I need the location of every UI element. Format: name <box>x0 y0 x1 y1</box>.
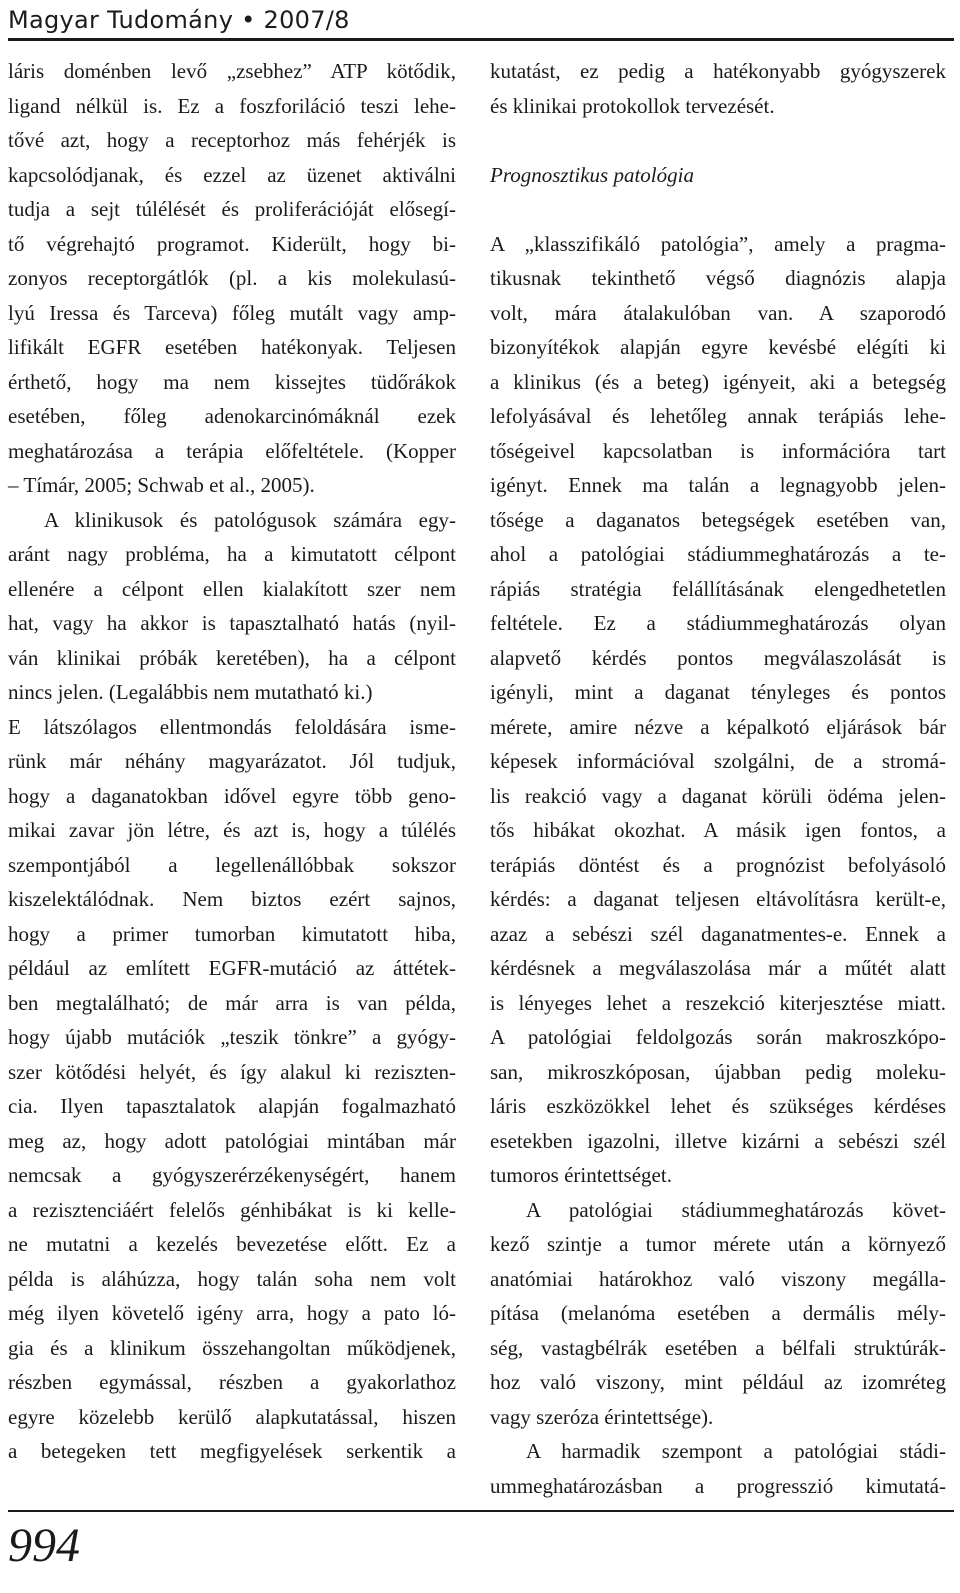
text-line: cia. Ilyen tapasztalatok alapján fogalmazható <box>8 1094 456 1118</box>
text-line: hoz való viszony, mint például az izomréteg <box>490 1370 946 1394</box>
text-line: A patológiai feldolgozás során makroszkópo- <box>490 1025 946 1049</box>
text-line: hat, vagy ha akkor is tapasztalható hatás (nyil- <box>8 611 456 635</box>
text-line: mikai zavar jön létre, és azt is, hogy a túlélés <box>8 818 456 842</box>
text-line: ligand nélkül is. Ez a foszforiláció teszi lehe- <box>8 93 456 118</box>
text-line: hogy újabb mutációk „teszik tönkre” a gyógy- <box>8 1025 456 1049</box>
text-line: gia és a klinikum összehangoltan működjenek, <box>8 1335 456 1360</box>
text-line: A patológiai stádiummeghatározás követ- <box>526 1197 946 1222</box>
page-number: 994 <box>8 1519 80 1572</box>
text-line: rápiás stratégia felállításának elengedhetetlen <box>490 576 946 601</box>
text-line: hogy a daganatokban idővel egyre több geno- <box>8 783 456 808</box>
text-line: terápiás döntést és a prognózist befolyásoló <box>490 852 946 877</box>
left-column <box>8 54 456 1469</box>
text-line: láris eszközökkel lehet és szükséges kérdéses <box>490 1094 946 1118</box>
text-line: és klinikai protokollok tervezését. <box>490 93 775 118</box>
text-line: még ilyen követelő igény arra, hogy a pato ló- <box>8 1301 456 1325</box>
text-line: tudja a sejt túlélését és proliferációját elősegí- <box>8 197 456 221</box>
paragraph-spacer <box>490 123 946 158</box>
text-line: lifikált EGFR esetében hatékonyak. Teljesen <box>8 335 456 359</box>
text-line: szer kötődési helyét, és így alakul ki reziszten- <box>8 1059 456 1084</box>
text-line: azaz a sebészi szél daganatmentes-e. Ennek a <box>490 921 946 946</box>
text-line: kutatást, ez pedig a hatékonyabb gyógyszerek <box>490 59 946 83</box>
text-line: A klinikusok és patológusok számára egy- <box>44 507 456 532</box>
text-line: – Tímár, 2005; Schwab et al., 2005). <box>8 473 315 497</box>
text-line: esetében, főleg adenokarcinómáknál ezek <box>8 404 456 428</box>
text-line: érthető, hogy ma nem kissejtes tüdőrákok <box>8 369 456 394</box>
text-line: A „klasszifikáló patológia”, amely a pragma- <box>490 231 946 256</box>
text-line: alapvető kérdés pontos megválaszolását is <box>490 645 946 670</box>
text-line: pítása (melanóma esetében a dermális mély- <box>490 1301 946 1325</box>
text-line: tőségeivel kapcsolatban is információra tart <box>490 438 946 463</box>
text-line: lefolyásával és lehetőleg annak terápiás lehe- <box>490 404 946 428</box>
text-line: kező szintje a tumor mérete után a környező <box>490 1232 946 1256</box>
text-line: ummeghatározásban a progresszió kimutatá- <box>490 1473 946 1498</box>
text-line: is lényeges lehet a reszekció kiterjesztése miatt. <box>490 990 946 1015</box>
text-line: nincs jelen. (Legalábbis nem mutatható ki.) <box>8 680 373 704</box>
text-line: egyre közelebb kerülő alapkutatással, hiszen <box>8 1404 456 1429</box>
paragraph-spacer <box>490 192 946 227</box>
text-line: ség, vastagbélrák esetében a bélfali struktúrák- <box>490 1335 946 1360</box>
text-line: san, mikroszkóposan, újabban pedig moleku- <box>490 1059 946 1084</box>
text-line: igényt. Ennek ma talán a legnagyobb jelen- <box>490 473 946 497</box>
text-line: lyú Iressa és Tarceva) főleg mutált vagy amp- <box>8 300 456 325</box>
text-line: tő végrehajtó programot. Kiderült, hogy bi- <box>8 231 456 256</box>
text-line: lis reakció vagy a daganat körüli ödéma jelen- <box>490 783 946 808</box>
text-line: E látszólagos ellentmondás feloldására isme- <box>8 714 456 739</box>
text-line: kapcsolódjanak, és ezzel az üzenet aktiválni <box>8 162 456 187</box>
text-line: feltétele. Ez a stádiummeghatározás olyan <box>490 611 946 635</box>
text-line: volt, mára átalakulóban van. A szaporodó <box>490 300 946 325</box>
text-line: ahol a patológiai stádiummeghatározás a te- <box>490 542 946 566</box>
footer-rule <box>8 1510 954 1512</box>
text-line: részben egymással, részben a gyakorlathoz <box>8 1370 456 1394</box>
text-line: ván klinikai próbák keretében), ha a célpont <box>8 645 456 670</box>
text-line: kérdésnek a megválaszolása már a műtét alatt <box>490 956 946 980</box>
text-line: tővé azt, hogy a receptorhoz más fehérjék is <box>8 128 456 152</box>
text-line: kérdés: a daganat teljesen eltávolításra került-e, <box>490 887 946 911</box>
text-line: esetekben igazolni, illetve kizárni a sebészi szél <box>490 1128 946 1153</box>
text-line: a klinikus (és a beteg) igényeit, aki a betegség <box>490 369 946 394</box>
text-line: meghatározása a terápia előfeltétele. (Kopper <box>8 438 456 463</box>
text-line: rünk már néhány magyarázatot. Jól tudjuk, <box>8 749 456 773</box>
text-line: vagy szeróza érintettsége). <box>490 1404 714 1429</box>
text-line: zonyos receptorgátlók (pl. a kis molekulasú- <box>8 266 456 290</box>
journal-header: Magyar Tudomány • 2007/8 <box>8 6 350 34</box>
text-line: nemcsak a gyógyszerérzékenységért, hanem <box>8 1163 456 1187</box>
text-line: hogy a primer tumorban kimutatott hiba, <box>8 921 456 946</box>
text-line: tősége a daganatos betegségek esetében van, <box>490 507 946 532</box>
text-line: ellenére a célpont ellen kialakított szer nem <box>8 576 456 601</box>
text-line: képesek információval szolgálni, de a stromá- <box>490 749 946 773</box>
text-line: kiszelektálódnak. Nem biztos ezért sajnos, <box>8 887 456 911</box>
right-column <box>490 54 946 1503</box>
text-line: például az említett EGFR-mutáció az áttétek- <box>8 956 456 980</box>
text-line: tikusnak tekinthető végső diagnózis alapja <box>490 266 946 290</box>
text-line: példa is aláhúzza, hogy talán soha nem volt <box>8 1266 456 1291</box>
text-line: szempontjából a legellenállóbbak sokszor <box>8 852 456 877</box>
text-line: ben megtalálható; de már arra is van példa, <box>8 990 456 1015</box>
text-line: láris doménben levő „zsebhez” ATP kötődik, <box>8 59 456 83</box>
text-line: a betegeken tett megfigyelések serkentik a <box>8 1439 456 1463</box>
text-line: tős hibákat okozhat. A másik igen fontos, a <box>490 818 946 842</box>
text-line: ne mutatni a kezelés bevezetése előtt. Ez a <box>8 1232 456 1256</box>
header-rule <box>8 38 954 41</box>
text-line: A harmadik szempont a patológiai stádi- <box>526 1439 946 1463</box>
text-line: a rezisztenciáért felelős génhibákat is ki kelle- <box>8 1197 456 1222</box>
section-heading: Prognosztikus patológia <box>490 162 694 187</box>
text-line: mérete, amire nézve a képalkotó eljárások bár <box>490 714 946 739</box>
text-line: aránt nagy probléma, ha a kimutatott célpont <box>8 542 456 566</box>
text-line: meg az, hogy adott patológiai mintában már <box>8 1128 456 1153</box>
text-line: igényli, mint a daganat tényleges és pontos <box>490 680 946 704</box>
text-line: bizonyítékok alapján egyre kevésbé elégíti ki <box>490 335 946 359</box>
text-line: tumoros érintettséget. <box>490 1163 672 1187</box>
text-line: anatómiai határokhoz való viszony megálla- <box>490 1266 946 1291</box>
